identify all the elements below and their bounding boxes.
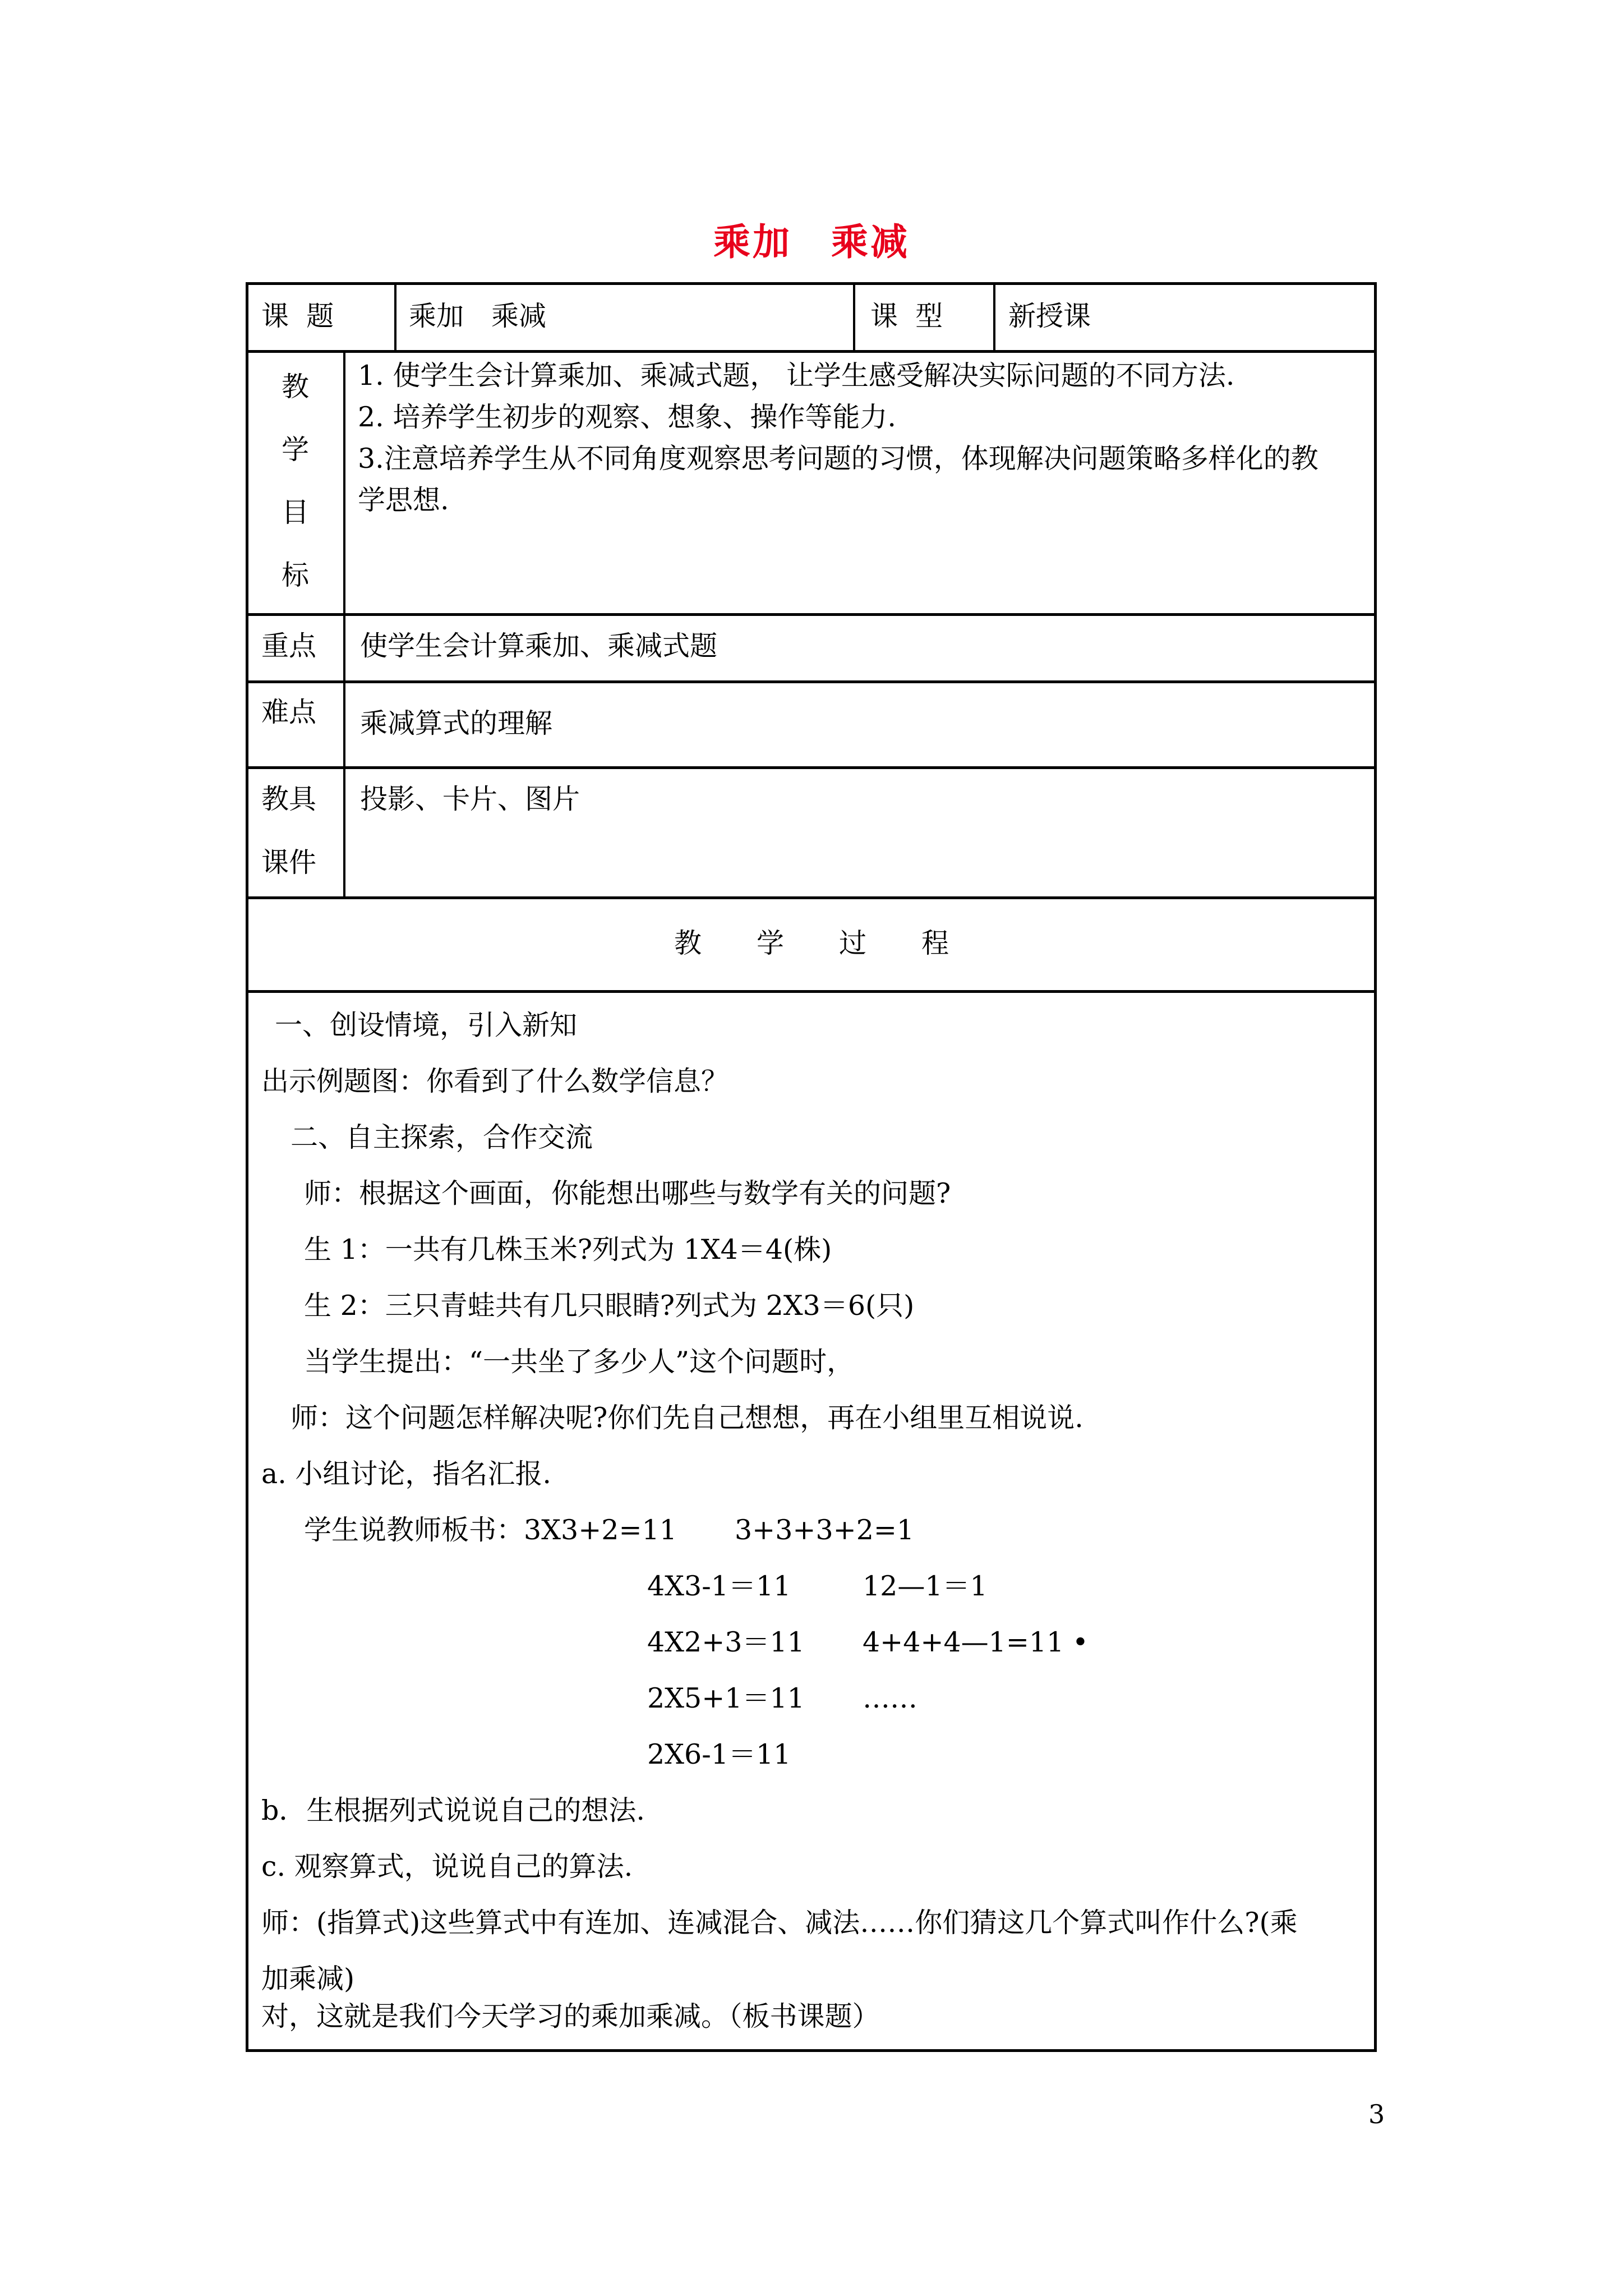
label-objectives-char: 学 — [282, 434, 310, 466]
objective-item: 学思想. — [358, 484, 449, 516]
row-divider — [246, 766, 1377, 769]
page-title: 乘加 乘减 — [713, 220, 910, 264]
process-header: 教 学 过 程 — [674, 927, 949, 959]
row-divider — [246, 350, 1377, 353]
column-divider — [343, 350, 345, 897]
difficulty-text: 乘减算式的理解 — [360, 707, 553, 739]
row-divider — [246, 990, 1377, 993]
process-line: 出示例题图：你看到了什么数学信息？ — [261, 1065, 729, 1097]
column-divider — [853, 282, 855, 351]
section-heading: 一、创设情境，引入新知 — [275, 1009, 578, 1041]
row-divider — [246, 680, 1377, 683]
objective-item: 1. 使学生会计算乘加、乘减式题， 让学生感受解决实际问题的不同方法. — [358, 360, 1235, 392]
board-formula: 2X5+1＝11 — [647, 1682, 805, 1714]
key-point-text: 使学生会计算乘加、乘减式题 — [360, 630, 718, 662]
row-divider — [246, 896, 1377, 899]
column-divider — [993, 282, 995, 351]
label-objectives-char: 目 — [282, 496, 310, 528]
process-line: a. 小组讨论，指名汇报. — [261, 1458, 551, 1490]
objective-item: 2. 培养学生初步的观察、想象、操作等能力. — [358, 401, 896, 433]
label-materials: 教具 — [261, 783, 317, 815]
board-formula: …… — [863, 1682, 917, 1714]
section-heading: 二、自主探索，合作交流 — [291, 1121, 593, 1153]
board-formula: 12—1＝1 — [863, 1570, 988, 1602]
board-formula: 4+4+4—1=11 — [863, 1626, 1064, 1658]
page-number: 3 — [1368, 2099, 1385, 2129]
process-line: 师：根据这个画面，你能想出哪些与数学有关的问题? — [304, 1177, 951, 1209]
label-key-point: 重点 — [261, 630, 317, 662]
label-materials: 课件 — [261, 846, 317, 878]
label-objectives-char: 标 — [282, 559, 310, 591]
board-formula: 3+3+3+2=1 — [735, 1514, 915, 1546]
materials-text: 投影、卡片、图片 — [360, 783, 580, 815]
label-objectives-char: 教 — [282, 371, 310, 403]
board-formula: 4X3-1＝11 — [647, 1570, 791, 1602]
process-line: 生 1：一共有几株玉米?列式为 1X4＝4(株) — [304, 1234, 832, 1266]
bullet-dot: • — [1072, 1626, 1089, 1658]
label-difficulty: 难点 — [261, 696, 317, 728]
process-line: c. 观察算式，说说自己的算法. — [261, 1851, 633, 1883]
process-line: 师：这个问题怎样解决呢?你们先自己想想，再在小组里互相说说. — [291, 1402, 1083, 1434]
lesson-topic: 乘加 乘减 — [409, 300, 547, 332]
lesson-type: 新授课 — [1008, 300, 1091, 332]
process-line: 对，这就是我们今天学习的乘加乘减。（板书课题） — [261, 2000, 880, 2032]
process-line: 生 2：三只青蛙共有几只眼睛?列式为 2X3＝6(只) — [304, 1290, 915, 1322]
process-line: 加乘减) — [261, 1963, 355, 1995]
process-line: 当学生提出：“一共坐了多少人”这个问题时， — [304, 1346, 855, 1378]
label-topic: 课 题 — [261, 300, 334, 332]
objective-item: 3.注意培养学生从不同角度观察思考问题的习惯，体现解决问题策略多样化的教 — [358, 443, 1318, 475]
process-line: 师：(指算式)这些算式中有连加、连减混合、减法……你们猜这几个算式叫作什么?(乘 — [261, 1907, 1298, 1939]
board-formula: 2X6-1＝11 — [647, 1738, 791, 1770]
process-line: b．生根据列式说说自己的想法. — [261, 1795, 645, 1826]
board-formula: 4X2+3＝11 — [647, 1626, 805, 1658]
column-divider — [394, 282, 396, 351]
row-divider — [246, 613, 1377, 616]
label-lesson-type: 课 型 — [870, 300, 943, 332]
board-intro: 学生说教师板书：3X3+2=11 — [304, 1514, 677, 1546]
